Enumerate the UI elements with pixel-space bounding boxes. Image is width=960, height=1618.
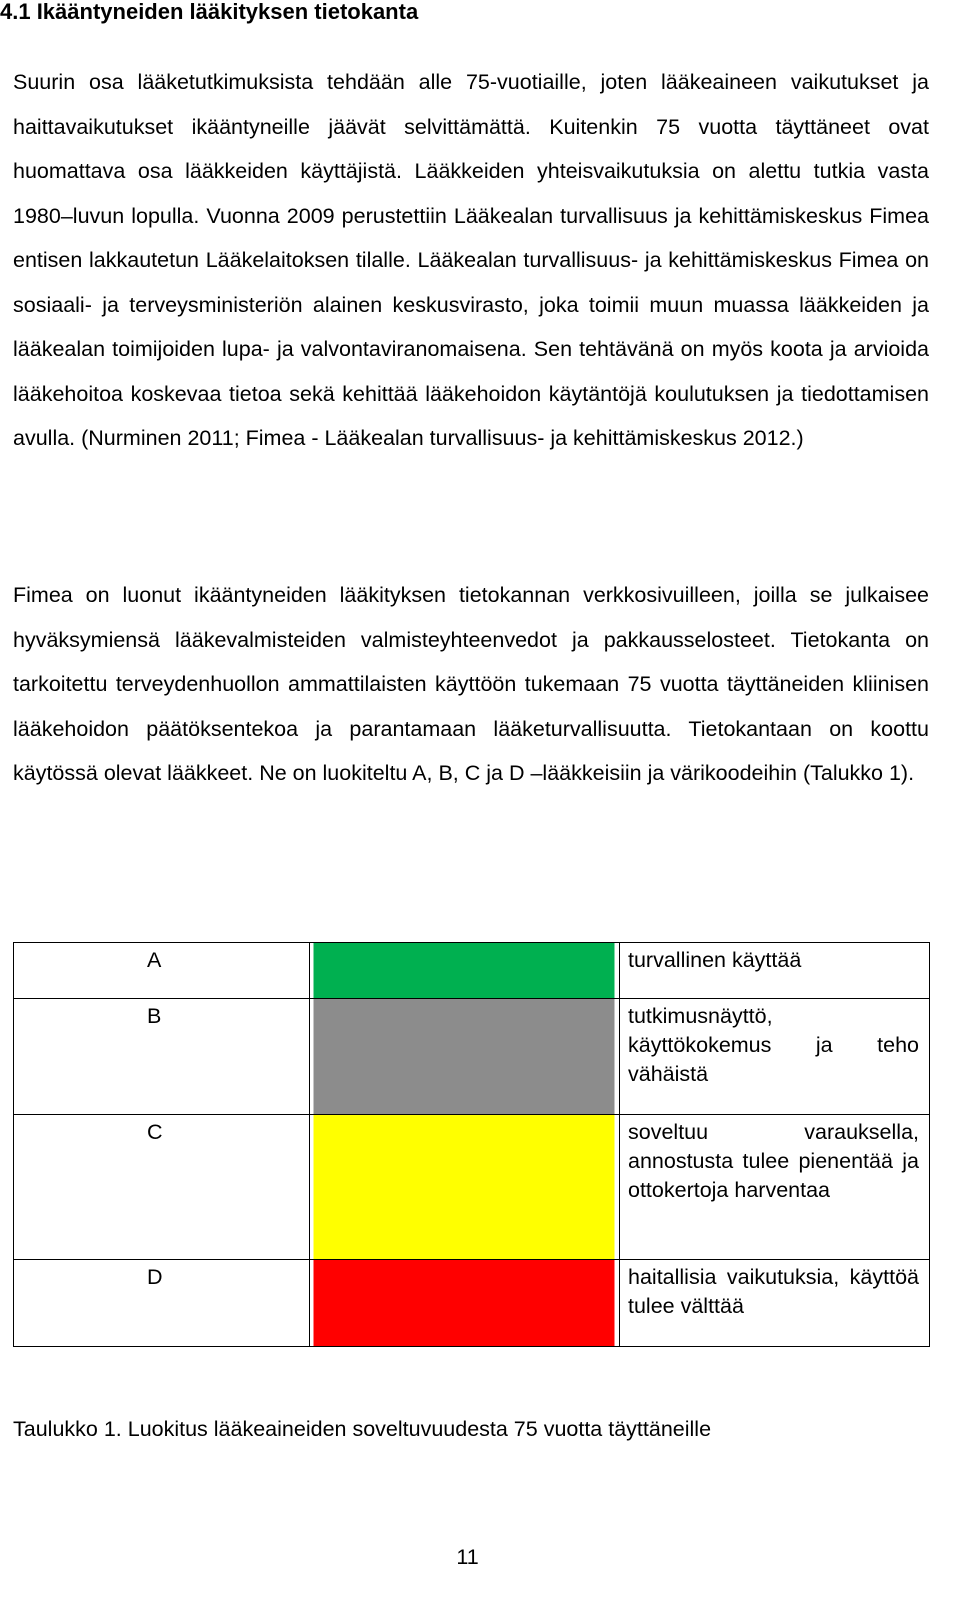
color-swatch-green: [310, 943, 620, 999]
table-caption: Taulukko 1. Luokitus lääkeaineiden soveltuvuudesta 75 vuotta täyttäneille: [13, 1417, 712, 1441]
class-description: soveltuu varauksella, annostusta tulee pienentää ja ottokertoja harventaa: [620, 1115, 930, 1260]
class-letter: D: [14, 1260, 310, 1347]
table-row-d: [14, 1260, 930, 1347]
table-row-b: [14, 999, 930, 1115]
color-swatch-yellow: [310, 1115, 620, 1260]
section-heading: 4.1 Ikääntyneiden lääkityksen tietokanta: [0, 0, 419, 24]
class-letter: C: [14, 1115, 310, 1260]
body-paragraph-1: Suurin osa lääketutkimuksista tehdään alle 75-vuotiaille, joten lääkeaineen vaikutukset ja haittavaikutukset ikääntyneille jäävät selvittämättä. Kuitenkin 75 vuotta täyttäneet ovat huomattava osa lääkkeiden käyttäjistä. Lääkkeiden yhteisvaikutuksia on alettu tutkia vasta 1980–luvun lopulla. Vuonna 2009 perustettiin Lääkealan turvallisuus ja kehittämiskeskus Fimea entisen lakkautetun Lääkelaitoksen tilalle. Lääkealan turvallisuus- ja kehittämiskeskus Fimea on sosiaali- ja terveysministeriön alainen keskusvirasto, joka toimii muun muassa lääkkeiden ja lääkealan toimijoiden lupa- ja valvontaviranomaisena. Sen tehtävänä on myös koota ja arvioida lääkehoitoa koskevaa tietoa sekä kehittää lääkehoidon käytäntöjä koulutuksen ja tiedottamisen avulla. (Nurminen 2011; Fimea - Lääkealan turvallisuus- ja kehittämiskeskus 2012.): [13, 70, 929, 450]
body-paragraph-2: Fimea on luonut ikääntyneiden lääkityksen tietokannan verkkosivuilleen, joilla se julkaisee hyväksymiensä lääkevalmisteiden valmisteyhteenvedot ja pakkausselosteet. Tietokanta on tarkoitettu terveydenhuollon ammattilaisten käyttöön tukemaan 75 vuotta täyttäneiden kliinisen lääkehoidon päätöksentekoa ja parantamaan lääketurvallisuutta. Tietokantaan on koottu käytössä olevat lääkkeet. Ne on luokiteltu A, B, C ja D –lääkkeisiin ja värikoodeihin (Talukko 1).: [13, 583, 929, 785]
class-description: haitallisia vaikutuksia, käyttöä tulee välttää: [620, 1260, 930, 1347]
color-swatch-grey: [310, 999, 620, 1115]
color-swatch-red: [310, 1260, 620, 1347]
page-number: 11: [456, 1545, 479, 1569]
classification-table: [13, 942, 930, 1347]
class-description: tutkimusnäyttö, käyttökokemus ja teho vähäistä: [620, 999, 930, 1115]
class-description: turvallinen käyttää: [620, 943, 930, 999]
class-letter: B: [14, 999, 310, 1115]
table-row-a: [14, 943, 930, 999]
class-letter: A: [14, 943, 310, 999]
table-row-c: [14, 1115, 930, 1260]
